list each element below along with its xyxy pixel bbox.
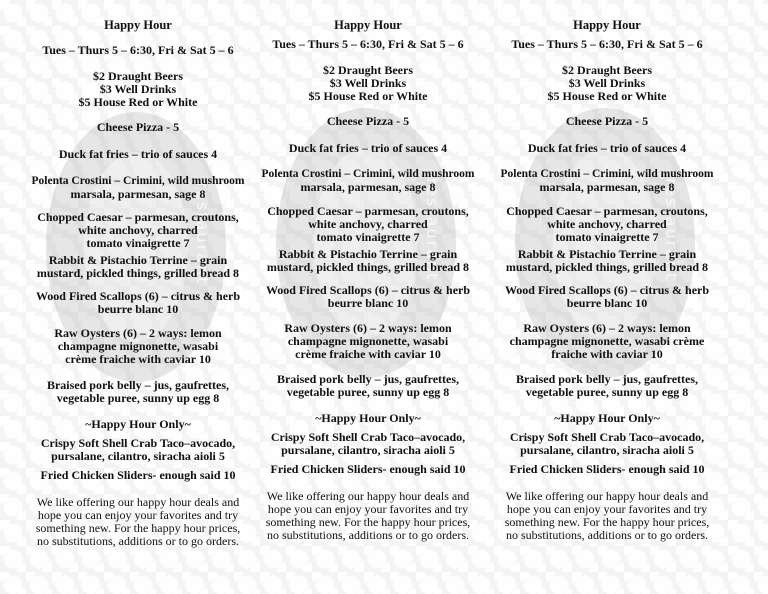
happy-hour-only-heading: ~Happy Hour Only~: [554, 411, 660, 425]
duck-fries-item: Duck fat fries – trio of sauces 4: [288, 141, 448, 155]
terrine-item: Rabbit & Pistachio Terrine – grain mustard, pickled things, grilled bread 8: [36, 253, 240, 280]
crab-taco-item: Crispy Soft Shell Crab Taco–avocado, pursalane, cilantro, siracha aioli 5: [509, 430, 705, 457]
menu-hours: Tues – Thurs 5 – 6:30, Fri & Sat 5 – 6: [511, 37, 703, 51]
logo-wordmark: restaurant: [193, 182, 212, 286]
pork-belly-item: Braised pork belly – jus, gaufrettes, vegetable puree, sunny up egg 8: [46, 378, 230, 405]
oysters-item: Raw Oysters (6) – 2 ways: lemon champagne mignonette, wasabi crème fraiche with caviar 10: [54, 326, 222, 366]
duck-fries-item: Duck fat fries – trio of sauces 4: [58, 147, 218, 161]
cheese-pizza-item: Cheese Pizza - 5: [96, 120, 180, 134]
closing-note: We like offering our happy hour deals and hope you can enjoy your favorites and try something new. For the happy hour prices, no substitutions, additions or to go orders.: [265, 489, 471, 542]
logo-wordmark: restaurant: [662, 178, 681, 282]
menu-panel-1: [20, 0, 256, 594]
menu-title: Happy Hour: [334, 18, 402, 32]
drinks-list: $2 Draught Beers $3 Well Drinks $5 House Red or White: [547, 63, 667, 103]
scallops-item: Wood Fired Scallops (6) – citrus & herb beurre blanc 10: [35, 289, 241, 316]
menu-panel-3: [489, 0, 725, 594]
happy-hour-only-heading: ~Happy Hour Only~: [315, 411, 421, 425]
cheese-pizza-item: Cheese Pizza - 5: [565, 114, 649, 128]
closing-note: We like offering our happy hour deals and hope you can enjoy your favorites and try something new. For the happy hour prices, no substitutions, additions or to go orders.: [504, 489, 710, 542]
chicken-sliders-item: Fried Chicken Sliders- enough said 10: [40, 468, 236, 482]
caesar-item: Chopped Caesar – parmesan, croutons, white anchovy, charred tomato vinaigrette 7: [267, 204, 469, 244]
crab-taco-item: Crispy Soft Shell Crab Taco–avocado, pursalane, cilantro, siracha aioli 5: [40, 436, 236, 463]
menu-hours: Tues – Thurs 5 – 6:30, Fri & Sat 5 – 6: [42, 43, 234, 57]
polenta-item: Polenta Crostini – Crimini, wild mushroom marsala, parmesan, sage 8: [500, 168, 714, 194]
terrine-item: Rabbit & Pistachio Terrine – grain mustard, pickled things, grilled bread 8: [266, 247, 470, 274]
menu-panel-2: [250, 0, 486, 594]
cheese-pizza-item: Cheese Pizza - 5: [326, 114, 410, 128]
scallops-item: Wood Fired Scallops (6) – citrus & herb beurre blanc 10: [265, 283, 471, 310]
logo-wordmark: restaurant: [423, 178, 442, 282]
scallops-item: Wood Fired Scallops (6) – citrus & herb beurre blanc 10: [504, 283, 710, 310]
happy-hour-only-heading: ~Happy Hour Only~: [85, 417, 191, 431]
chicken-sliders-item: Fried Chicken Sliders- enough said 10: [509, 462, 705, 476]
caesar-item: Chopped Caesar – parmesan, croutons, white anchovy, charred tomato vinaigrette 7: [37, 210, 239, 250]
oysters-item: Raw Oysters (6) – 2 ways: lemon champagne mignonette, wasabi crème fraiche with caviar 10: [284, 321, 452, 361]
menu-title: Happy Hour: [573, 18, 641, 32]
drinks-list: $2 Draught Beers $3 Well Drinks $5 House Red or White: [78, 69, 198, 109]
crab-taco-item: Crispy Soft Shell Crab Taco–avocado, pursalane, cilantro, siracha aioli 5: [270, 430, 466, 457]
caesar-item: Chopped Caesar – parmesan, croutons, white anchovy, charred tomato vinaigrette 7: [506, 204, 708, 244]
closing-note: We like offering our happy hour deals and hope you can enjoy your favorites and try something new. For the happy hour prices, no substitutions, additions or to go orders.: [35, 495, 241, 548]
pork-belly-item: Braised pork belly – jus, gaufrettes, vegetable puree, sunny up egg 8: [276, 372, 460, 399]
chicken-sliders-item: Fried Chicken Sliders- enough said 10: [270, 462, 466, 476]
duck-fries-item: Duck fat fries – trio of sauces 4: [527, 141, 687, 155]
menu-hours: Tues – Thurs 5 – 6:30, Fri & Sat 5 – 6: [272, 37, 464, 51]
polenta-item: Polenta Crostini – Crimini, wild mushroom marsala, parmesan, sage 8: [261, 168, 475, 194]
pork-belly-item: Braised pork belly – jus, gaufrettes, vegetable puree, sunny up egg 8: [515, 372, 699, 399]
terrine-item: Rabbit & Pistachio Terrine – grain mustard, pickled things, grilled bread 8: [505, 247, 709, 274]
drinks-list: $2 Draught Beers $3 Well Drinks $5 House Red or White: [308, 63, 428, 103]
menu-title: Happy Hour: [104, 18, 172, 32]
polenta-item: Polenta Crostini – Crimini, wild mushroom marsala, parmesan, sage 8: [31, 175, 245, 201]
oysters-item: Raw Oysters (6) – 2 ways: lemon champagne mignonette, wasabi crème fraiche with caviar 10: [509, 321, 705, 361]
